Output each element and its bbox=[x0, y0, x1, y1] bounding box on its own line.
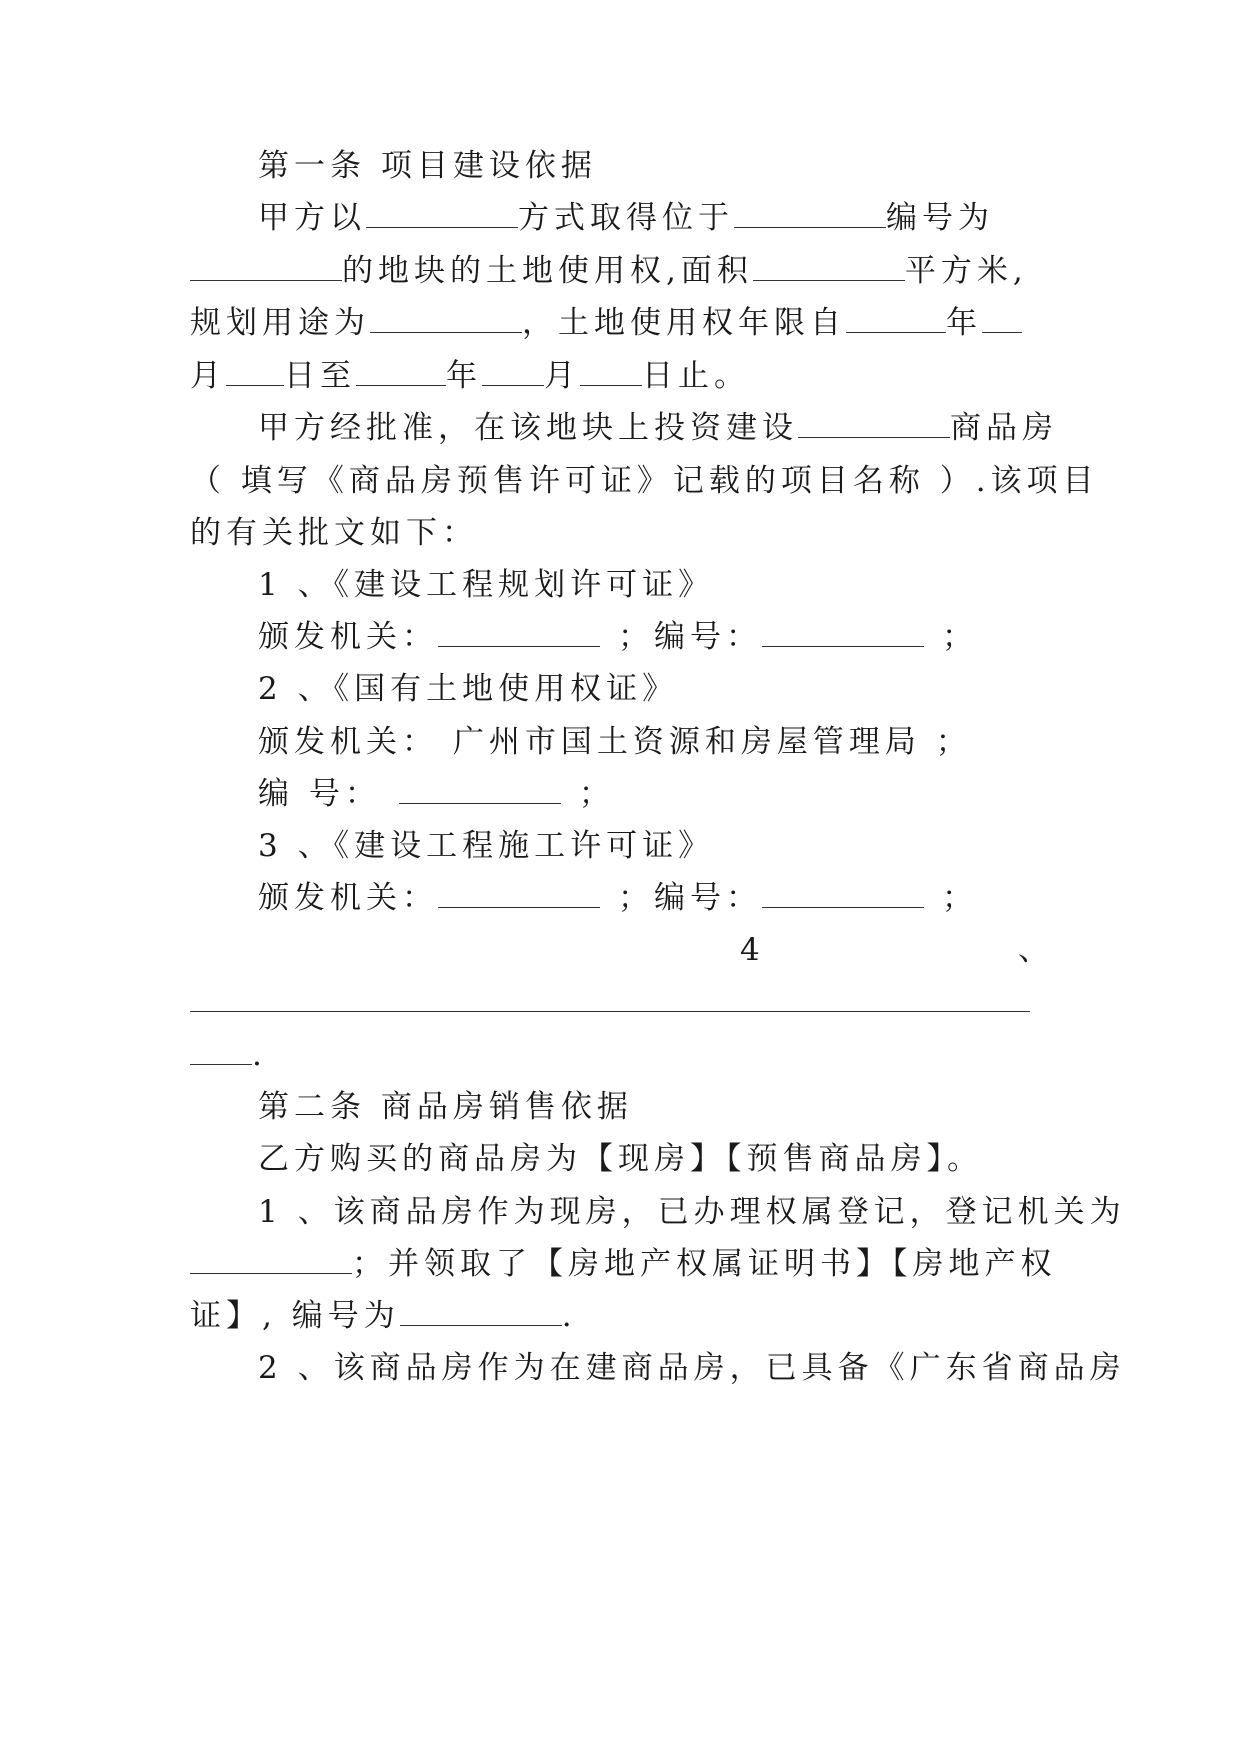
permit-4-separator: 、 bbox=[1018, 932, 1054, 968]
blank-end-month bbox=[482, 357, 544, 386]
paragraph-line: 甲方以 方式取得位于 编号为 bbox=[258, 200, 994, 236]
blank-permit-2-number bbox=[399, 775, 561, 804]
article2-intro: 乙方购买的商品房为【现房】【预售商品房】。 bbox=[258, 1141, 983, 1177]
blank-start-month bbox=[982, 304, 1022, 333]
permit-4-number: 4 bbox=[740, 932, 765, 968]
blank-project-name bbox=[798, 409, 950, 438]
article1-heading: 第一条 项目建设依据 bbox=[258, 148, 597, 184]
permit-1-details: 颁发机关： ；编号： ； bbox=[258, 619, 978, 655]
blank-end-year bbox=[356, 357, 446, 386]
permit-3-title: 3 、《建设工程施工许可证》 bbox=[258, 828, 715, 864]
paragraph-line: （ 填写《商品房预售许可证》记载的项目名称 ）.该项目 bbox=[190, 463, 1099, 499]
paragraph-line: 的有关批文如下： bbox=[190, 515, 478, 551]
blank-registration-authority bbox=[190, 1245, 352, 1274]
article2-item1-line: 证】, 编号为 . bbox=[190, 1298, 577, 1334]
permit-2-number: 编 号： ； bbox=[258, 776, 615, 812]
blank-area bbox=[753, 252, 905, 281]
blank-start-month-cont bbox=[226, 357, 284, 386]
blank-acquisition-method bbox=[366, 199, 518, 228]
permit-2-issuer: 颁发机关： 广州市国土资源和房屋管理局 ； bbox=[258, 724, 972, 760]
permit-1-title: 1 、《建设工程规划许可证》 bbox=[258, 567, 715, 603]
blank-permit-4-name bbox=[190, 983, 1030, 1012]
permit-2-title: 2 、《国有土地使用权证》 bbox=[258, 671, 679, 707]
paragraph-line: 月 日至 年 月 日止。 bbox=[190, 358, 750, 394]
permit-4-blank-end: . bbox=[190, 1035, 1050, 1075]
article2-item2-line: 2 、该商品房作为在建商品房，已具备《广东省商品房 bbox=[258, 1350, 1126, 1386]
article2-heading: 第二条 商品房销售依据 bbox=[258, 1089, 633, 1125]
blank-end-day bbox=[580, 357, 642, 386]
paragraph-line: 甲方经批准，在该地块上投资建设 商品房 bbox=[258, 410, 1058, 446]
article2-item1-line: ；并领取了【房地产权属证明书】【房地产权 bbox=[190, 1244, 1050, 1284]
blank-certificate-number bbox=[400, 1297, 562, 1326]
blank-permit-1-number bbox=[762, 618, 924, 647]
blank-permit-4-cont bbox=[190, 1036, 252, 1065]
blank-start-year bbox=[846, 304, 946, 333]
article2-item1-line: 1 、该商品房作为现房，已办理权属登记，登记机关为 bbox=[258, 1194, 1126, 1230]
blank-permit-3-number bbox=[762, 879, 924, 908]
permit-4-blank-line bbox=[190, 982, 1030, 1022]
paragraph-line: 的地块的土地使用权,面积 平方米, bbox=[190, 251, 1050, 291]
blank-planned-use bbox=[370, 304, 522, 333]
blank-location bbox=[734, 199, 886, 228]
permit-3-details: 颁发机关： ；编号： ； bbox=[258, 880, 978, 916]
blank-permit-1-issuer bbox=[438, 618, 600, 647]
blank-parcel-number bbox=[190, 252, 342, 281]
paragraph-line: 规划用途为 ，土地使用权年限自 年 bbox=[190, 303, 1050, 343]
blank-permit-3-issuer bbox=[438, 879, 600, 908]
